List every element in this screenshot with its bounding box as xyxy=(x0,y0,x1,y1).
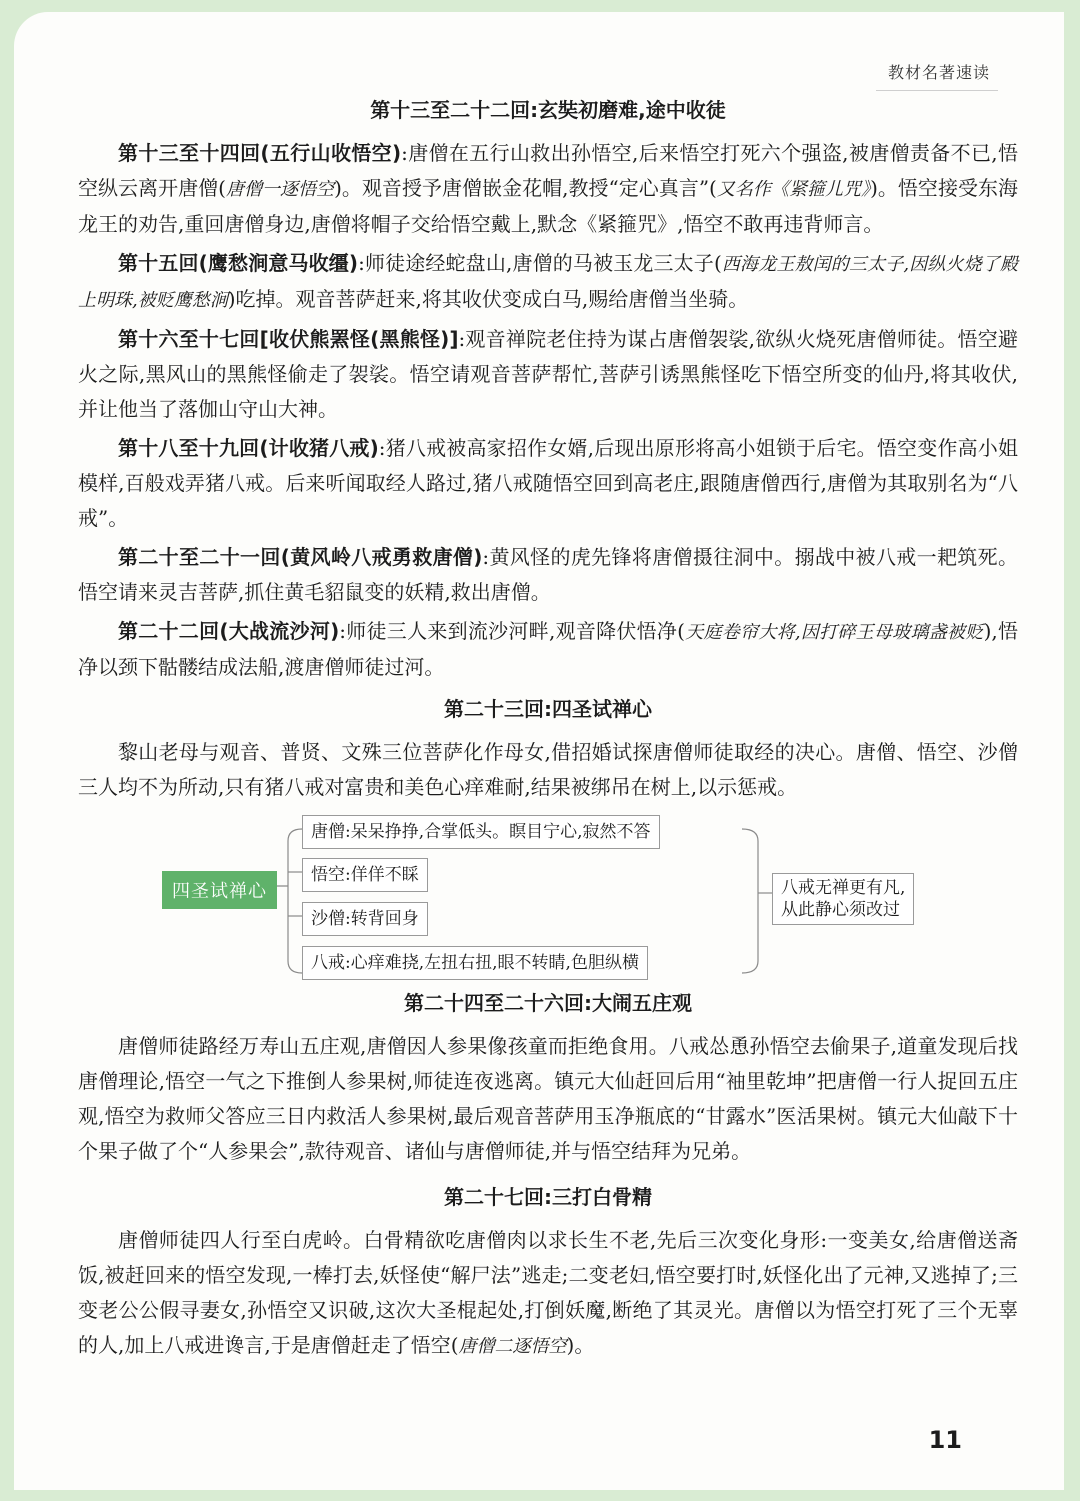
chapter-text: ),悟净以颈下骷髅结成法船,渡唐僧师徒过河。 xyxy=(78,619,1018,679)
chapter-text: :师徒途经蛇盘山,唐僧的马被玉龙三太子( xyxy=(358,251,722,275)
chapter-paragraph xyxy=(78,431,1018,536)
chapter-label: 第十八至十九回(计收猪八戒) xyxy=(118,436,379,460)
chapter-text: :黄风怪的虎先锋将唐僧摄往洞中。搦战中被八戒一耙筑死。悟空请来灵吉菩萨,抓住黄毛貂鼠变的妖精,救出唐僧。 xyxy=(78,545,1018,604)
chapter-paragraph xyxy=(78,322,1018,427)
chapter-paragraph xyxy=(78,614,1018,685)
chapter-note: 唐僧二逐悟空 xyxy=(458,1336,567,1357)
section-text: 唐僧师徒四人行至白虎岭。白骨精欲吃唐僧肉以求长生不老,先后三次变化身形:一变美女,给唐僧送斋饭,被赶回来的悟空发现,一棒打去,妖怪使“解尸法”逃走;二变老妇,悟空要打时,妖怪化出了元神,又逃掉了;三变老公公假寻妻女,孙悟空又识破,这次大圣棍起处,打倒妖魔,断绝了其灵光。唐僧以为悟空打死了三个无辜的人,加上八戒进谗言,于是唐僧赶走了悟空( xyxy=(78,1228,1018,1357)
chapter-label: 第十五回(鹰愁涧意马收缰) xyxy=(118,251,359,275)
chapter-note: 西海龙王敖闰的三太子,因纵火烧了殿上明珠,被贬鹰愁涧 xyxy=(78,254,1018,311)
mind-map-summary xyxy=(772,873,914,925)
section-title: 第二十三回:四圣试禅心 xyxy=(444,697,652,721)
chapter-paragraph xyxy=(78,136,1018,242)
chapter-text: )。悟空接受东海龙王的劝告,重回唐僧身边,唐僧将帽子交给悟空戴上,默念《紧箍咒》,悟空不敢再违背师言。 xyxy=(78,176,1018,236)
chapter-text: :观音禅院老住持为谋占唐僧袈裟,欲纵火烧死唐僧师徒。悟空避火之际,黑风山的黑熊怪偷走了袈裟。悟空请观音菩萨帮忙,菩萨引诱黑熊怪吃下悟空所变的仙丹,将其收伏,并让他当了落伽山守山大神。 xyxy=(78,327,1018,421)
header-tab: 教材名著速读 xyxy=(888,60,990,83)
section-paragraph: 黎山老母与观音、普贤、文殊三位菩萨化作母女,借招婚试探唐僧师徒取经的决心。唐僧、悟空、沙僧三人均不为所动,只有猪八戒对富贵和美色心痒难耐,结果被绑吊在树上,以示惩戒。 xyxy=(78,740,1018,799)
chapter-text: )。观音授予唐僧嵌金花帽,教授“定心真言”( xyxy=(334,176,717,200)
section-paragraph: 唐僧师徒路经万寿山五庄观,唐僧因人参果像孩童而拒绝食用。八戒怂恿孙悟空去偷果子,道童发现后找唐僧理论,悟空一气之下推倒人参果树,师徒连夜逃离。镇元大仙赶回后用“袖里乾坤”把唐僧一行人捉回五庄观,悟空为救师父答应三日内救活人参果树,最后观音菩萨用玉净瓶底的“甘露水”医活果树。镇元大仙敲下十个果子做了个“人参果会”,款待观音、诸仙与唐僧师徒,并与悟空结拜为兄弟。 xyxy=(78,1034,1018,1163)
section-paragraph xyxy=(78,1223,1018,1364)
chapter-note: 又名作《紧箍儿咒》 xyxy=(716,179,871,200)
page-sheet xyxy=(14,12,1064,1490)
chapter-label: 第十六至十七回[收伏熊罴怪(黑熊怪)] xyxy=(118,327,459,351)
page-number: 11 xyxy=(928,1426,962,1454)
chapter-text: :唐僧在五行山救出孙悟空,后来悟空打死六个强盗,被唐僧责备不已,悟空纵云离开唐僧( xyxy=(78,141,1019,200)
chapter-label: 第十三至十四回(五行山收悟空) xyxy=(118,141,402,165)
chapter-label: 第二十至二十一回(黄风岭八戒勇救唐僧) xyxy=(118,545,483,569)
chapter-text: :猪八戒被高家招作女婿,后现出原形将高小姐锁于后宅。悟空变作高小姐模样,百般戏弄猪八戒。后来听闻取经人路过,猪八戒随悟空回到高老庄,跟随唐僧西行,唐僧为其取别名为“八戒”。 xyxy=(78,436,1018,530)
section-title: 第二十四至二十六回:大闹五庄观 xyxy=(404,991,692,1015)
mind-map-node: 八戒:心痒难挠,左扭右扭,眼不转睛,色胆纵横 xyxy=(302,946,648,980)
summary-line: 从此静心须改过 xyxy=(781,900,900,920)
mind-map-center: 四圣试禅心 xyxy=(162,871,277,909)
mind-map xyxy=(78,811,1018,981)
section-title: 第十三至二十二回:玄奘初磨难,途中收徒 xyxy=(370,98,726,122)
chapter-note: 唐僧一逐悟空 xyxy=(225,179,335,200)
mind-map-node: 唐僧:呆呆挣挣,合掌低头。瞑目宁心,寂然不答 xyxy=(302,815,660,849)
page-content xyxy=(78,94,1018,1364)
chapter-paragraph xyxy=(78,540,1018,610)
mind-map-node: 沙僧:转背回身 xyxy=(302,902,428,936)
chapter-text: :师徒三人来到流沙河畔,观音降伏悟净( xyxy=(339,619,685,643)
section-text: )。 xyxy=(566,1333,595,1357)
chapter-note: 天庭卷帘大将,因打碎王母玻璃盏被贬 xyxy=(685,622,984,643)
chapter-text: )吃掉。观音菩萨赶来,将其收伏变成白马,赐给唐僧当坐骑。 xyxy=(227,287,749,311)
summary-line: 八戒无禅更有凡, xyxy=(781,878,906,898)
chapter-paragraph xyxy=(78,246,1018,318)
mind-map-node: 悟空:佯佯不睬 xyxy=(302,858,428,892)
section-title: 第二十七回:三打白骨精 xyxy=(444,1185,652,1209)
chapter-label: 第二十二回(大战流沙河) xyxy=(118,619,340,643)
